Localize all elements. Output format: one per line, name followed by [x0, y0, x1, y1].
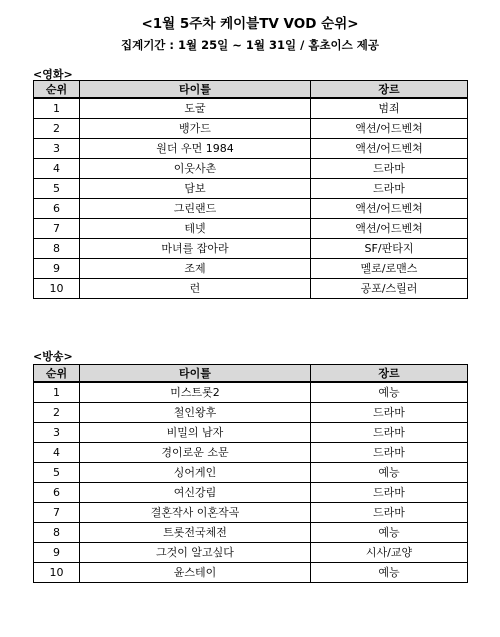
table-row [34, 238, 468, 258]
rank-cell: 5 [34, 462, 80, 482]
title-cell: 미스트롯2 [80, 382, 311, 402]
genre-cell: 드라마 [311, 482, 468, 502]
genre-cell: 범죄 [311, 98, 468, 118]
table-row [34, 542, 468, 562]
rank-cell: 10 [34, 562, 80, 582]
page-subtitle: 집계기간 : 1월 25일 ~ 1월 31일 / 홈초이스 제공 [120, 38, 379, 52]
title-cell: 뱅가드 [80, 118, 311, 138]
genre-cell: 예능 [311, 522, 468, 542]
rank-cell: 4 [34, 158, 80, 178]
title-column-header: 타이틀 [80, 365, 311, 383]
table-header-row [34, 81, 468, 99]
broadcast-section-label: <방송> [33, 350, 73, 363]
table-row [34, 382, 468, 402]
title-cell: 담보 [80, 178, 311, 198]
title-cell: 윤스테이 [80, 562, 311, 582]
table-row [34, 278, 468, 298]
rank-cell: 7 [34, 218, 80, 238]
title-cell: 마녀를 잡아라 [80, 238, 311, 258]
rank-cell: 8 [34, 522, 80, 542]
table-row [34, 502, 468, 522]
rank-cell: 2 [34, 402, 80, 422]
table-row [34, 562, 468, 582]
genre-cell: 액션/어드벤쳐 [311, 198, 468, 218]
movies-section-label: <영화> [33, 68, 73, 81]
rank-cell: 3 [34, 422, 80, 442]
genre-cell: 드라마 [311, 422, 468, 442]
genre-column-header: 장르 [311, 81, 468, 99]
table-row [34, 158, 468, 178]
genre-cell: 예능 [311, 462, 468, 482]
title-cell: 도굴 [80, 98, 311, 118]
title-column-header: 타이틀 [80, 81, 311, 99]
title-cell: 원더 우먼 1984 [80, 138, 311, 158]
title-cell: 그것이 알고싶다 [80, 542, 311, 562]
genre-cell: 드라마 [311, 442, 468, 462]
title-cell: 경이로운 소문 [80, 442, 311, 462]
genre-cell: 액션/어드벤쳐 [311, 118, 468, 138]
rank-cell: 3 [34, 138, 80, 158]
broadcast-ranking-table [33, 364, 468, 583]
genre-cell: 예능 [311, 562, 468, 582]
genre-cell: 드라마 [311, 178, 468, 198]
page-title: <1월 5주차 케이블TV VOD 순위> [141, 16, 359, 32]
table-row [34, 118, 468, 138]
genre-cell: SF/판타지 [311, 238, 468, 258]
genre-cell: 공포/스릴러 [311, 278, 468, 298]
table-row [34, 422, 468, 442]
table-row [34, 402, 468, 422]
title-cell: 이웃사촌 [80, 158, 311, 178]
genre-cell: 멜로/로맨스 [311, 258, 468, 278]
table-row [34, 218, 468, 238]
title-cell: 결혼작사 이혼작곡 [80, 502, 311, 522]
title-cell: 싱어게인 [80, 462, 311, 482]
rank-cell: 1 [34, 98, 80, 118]
rank-cell: 2 [34, 118, 80, 138]
rank-cell: 7 [34, 502, 80, 522]
title-cell: 여신강림 [80, 482, 311, 502]
title-cell: 런 [80, 278, 311, 298]
genre-cell: 드라마 [311, 402, 468, 422]
table-row [34, 258, 468, 278]
table-row [34, 138, 468, 158]
title-cell: 트롯전국체전 [80, 522, 311, 542]
genre-cell: 액션/어드벤쳐 [311, 138, 468, 158]
genre-cell: 드라마 [311, 502, 468, 522]
table-row [34, 462, 468, 482]
rank-cell: 9 [34, 258, 80, 278]
rank-column-header: 순위 [34, 365, 80, 383]
genre-column-header: 장르 [311, 365, 468, 383]
rank-cell: 8 [34, 238, 80, 258]
broadcast-table-body [34, 382, 468, 582]
rank-cell: 10 [34, 278, 80, 298]
movies-table-body [34, 98, 468, 298]
title-cell: 철인왕후 [80, 402, 311, 422]
title-cell: 그린랜드 [80, 198, 311, 218]
table-row [34, 522, 468, 542]
table-row [34, 198, 468, 218]
table-row [34, 442, 468, 462]
rank-cell: 4 [34, 442, 80, 462]
movies-ranking-table [33, 80, 468, 299]
table-header-row [34, 365, 468, 383]
genre-cell: 드라마 [311, 158, 468, 178]
genre-cell: 액션/어드벤쳐 [311, 218, 468, 238]
title-cell: 조제 [80, 258, 311, 278]
table-row [34, 482, 468, 502]
rank-cell: 1 [34, 382, 80, 402]
rank-cell: 5 [34, 178, 80, 198]
rank-cell: 6 [34, 482, 80, 502]
table-row [34, 178, 468, 198]
genre-cell: 시사/교양 [311, 542, 468, 562]
rank-cell: 9 [34, 542, 80, 562]
rank-column-header: 순위 [34, 81, 80, 99]
genre-cell: 예능 [311, 382, 468, 402]
table-row [34, 98, 468, 118]
title-cell: 테넷 [80, 218, 311, 238]
title-cell: 비밀의 남자 [80, 422, 311, 442]
rank-cell: 6 [34, 198, 80, 218]
